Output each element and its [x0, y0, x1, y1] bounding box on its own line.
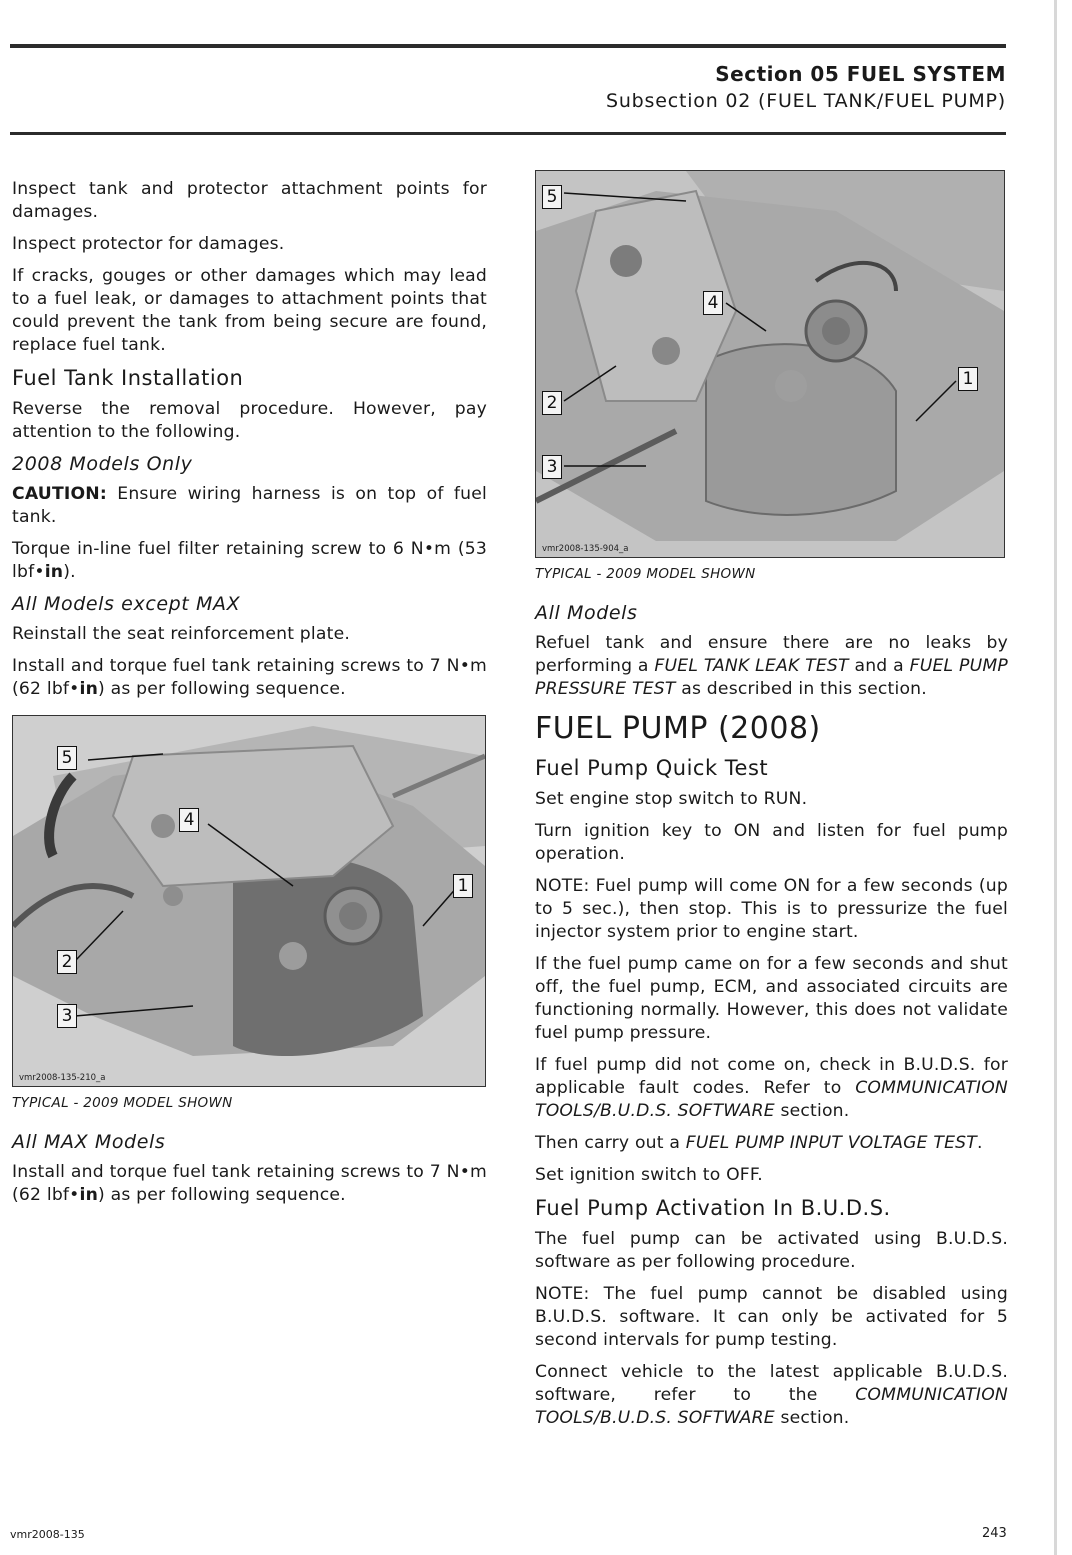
heading-all-models: All Models	[535, 602, 638, 624]
figure-fuel-tank-max-sequence	[535, 170, 1005, 558]
reference-communication-tools: COMMUNICATION TOOLS/B.U.D.S. SOFTWARE	[535, 1385, 1008, 1428]
reference-communication-tools: COMMUNICATION TOOLS/B.U.D.S. SOFTWARE	[535, 1078, 1008, 1121]
text: and a	[848, 656, 910, 676]
paragraph	[12, 655, 487, 701]
text: If fuel pump did not come on, check in B.U.D.S. for applicable fault codes. Refer to	[535, 1055, 1008, 1098]
paragraph: If cracks, gouges or other damages which may lead to a fuel leak, or damages to attachment points that could prevent the tank from being secure are found, replace fuel tank.	[12, 266, 487, 355]
text: as described in this section.	[675, 679, 927, 699]
header-rule-bottom	[10, 132, 1006, 135]
callout-3: 3	[542, 455, 562, 479]
note-paragraph: NOTE: The fuel pump cannot be disabled using B.U.D.S. software. It can only be activated for 5 second intervals for pump testing.	[535, 1284, 1008, 1350]
callout-4: 4	[179, 808, 199, 832]
header-rule-top	[10, 44, 1006, 48]
callout-2: 2	[542, 391, 562, 415]
heading-fuel-pump-activation: Fuel Pump Activation In B.U.D.S.	[535, 1196, 891, 1220]
reference-fuel-pump-pressure-test: FUEL PUMP PRESSURE TEST	[535, 656, 1008, 699]
caution-label: CAUTION:	[12, 484, 107, 504]
reference-fuel-pump-input-voltage-test: FUEL PUMP INPUT VOLTAGE TEST	[685, 1133, 977, 1153]
figure-fuel-tank-sequence	[12, 715, 486, 1087]
unit-in: in	[79, 1185, 99, 1205]
figure-id: vmr2008-135-904_a	[542, 544, 629, 554]
callout-5: 5	[542, 185, 562, 209]
text: Install and torque fuel tank retaining screws to 7 N•m (62 lbf•	[12, 1162, 487, 1205]
heading-fuel-pump-2008: FUEL PUMP (2008)	[535, 711, 821, 746]
callout-1: 1	[453, 874, 473, 898]
callout-5: 5	[57, 746, 77, 770]
reference-fuel-tank-leak-test: FUEL TANK LEAK TEST	[654, 656, 849, 676]
paragraph: Reverse the removal procedure. However, pay attention to the following.	[12, 399, 487, 442]
heading-fuel-tank-installation: Fuel Tank Installation	[12, 366, 244, 390]
callout-3: 3	[57, 1004, 77, 1028]
paragraph: Set engine stop switch to RUN.	[535, 789, 808, 809]
figure-id: vmr2008-135-210_a	[19, 1073, 106, 1083]
paragraph: Turn ignition key to ON and listen for fuel pump operation.	[535, 821, 1008, 864]
paragraph: Inspect tank and protector attachment points for damages.	[12, 179, 487, 222]
footer-doc-id: vmr2008-135	[10, 1528, 85, 1541]
callout-1: 1	[958, 367, 978, 391]
paragraph: If the fuel pump came on for a few seconds and shut off, the fuel pump, ECM, and associated circuits are functioning normally. However, this does not validate fuel pump pressure.	[535, 954, 1008, 1043]
paragraph: Set ignition switch to OFF.	[535, 1165, 763, 1185]
heading-all-models-except-max: All Models except MAX	[12, 593, 241, 615]
left-column	[12, 178, 487, 1216]
paragraph: Reinstall the seat reinforcement plate.	[12, 624, 351, 644]
unit-in: in	[79, 679, 99, 699]
text: section.	[774, 1408, 850, 1428]
text: Then carry out a	[535, 1133, 686, 1153]
paragraph	[535, 1132, 1008, 1155]
paragraph: Inspect protector for damages.	[12, 234, 285, 254]
text: ).	[63, 562, 76, 582]
text: ) as per following sequence.	[98, 679, 346, 699]
right-column	[535, 170, 1008, 1439]
fuel-tank-max-illustration	[536, 171, 1004, 557]
paragraph	[535, 632, 1008, 701]
paragraph: The fuel pump can be activated using B.U.D.S. software as per following procedure.	[535, 1229, 1008, 1272]
fuel-tank-illustration	[13, 716, 485, 1086]
caution-paragraph	[12, 483, 487, 529]
paragraph	[12, 538, 487, 584]
page-edge	[1054, 0, 1057, 1555]
paragraph	[535, 1361, 1008, 1430]
text: Install and torque fuel tank retaining screws to 7 N•m (62 lbf•	[12, 656, 487, 699]
page-number: 243	[982, 1526, 1007, 1541]
figure-caption: TYPICAL - 2009 MODEL SHOWN	[535, 566, 756, 582]
figure-caption: TYPICAL - 2009 MODEL SHOWN	[12, 1095, 233, 1111]
paragraph	[12, 1161, 487, 1207]
callout-2: 2	[57, 950, 77, 974]
unit-in: in	[44, 562, 64, 582]
text: Torque in-line fuel filter retaining screw to 6 N•m (53 lbf•	[12, 539, 487, 582]
paragraph	[535, 1054, 1008, 1123]
text: Connect vehicle to the latest applicable B.U.D.S. software, refer to the	[535, 1362, 1008, 1405]
callout-4: 4	[703, 291, 723, 315]
note-paragraph: NOTE: Fuel pump will come ON for a few seconds (up to 5 sec.), then stop. This is to pressurize the fuel injector system prior to engine start.	[535, 876, 1008, 942]
caution-text: Ensure wiring harness is on top of fuel tank.	[12, 484, 487, 527]
text: section.	[774, 1101, 850, 1121]
heading-all-max-models: All MAX Models	[12, 1131, 166, 1153]
section-title: Section 05 FUEL SYSTEM	[715, 62, 1006, 86]
text: ) as per following sequence.	[98, 1185, 346, 1205]
subsection-title: Subsection 02 (FUEL TANK/FUEL PUMP)	[605, 90, 1006, 112]
text: Refuel tank and ensure there are no leaks by performing a	[535, 633, 1008, 676]
heading-fuel-pump-quick-test: Fuel Pump Quick Test	[535, 756, 769, 780]
text: .	[976, 1133, 983, 1153]
heading-2008-models-only: 2008 Models Only	[12, 453, 193, 475]
